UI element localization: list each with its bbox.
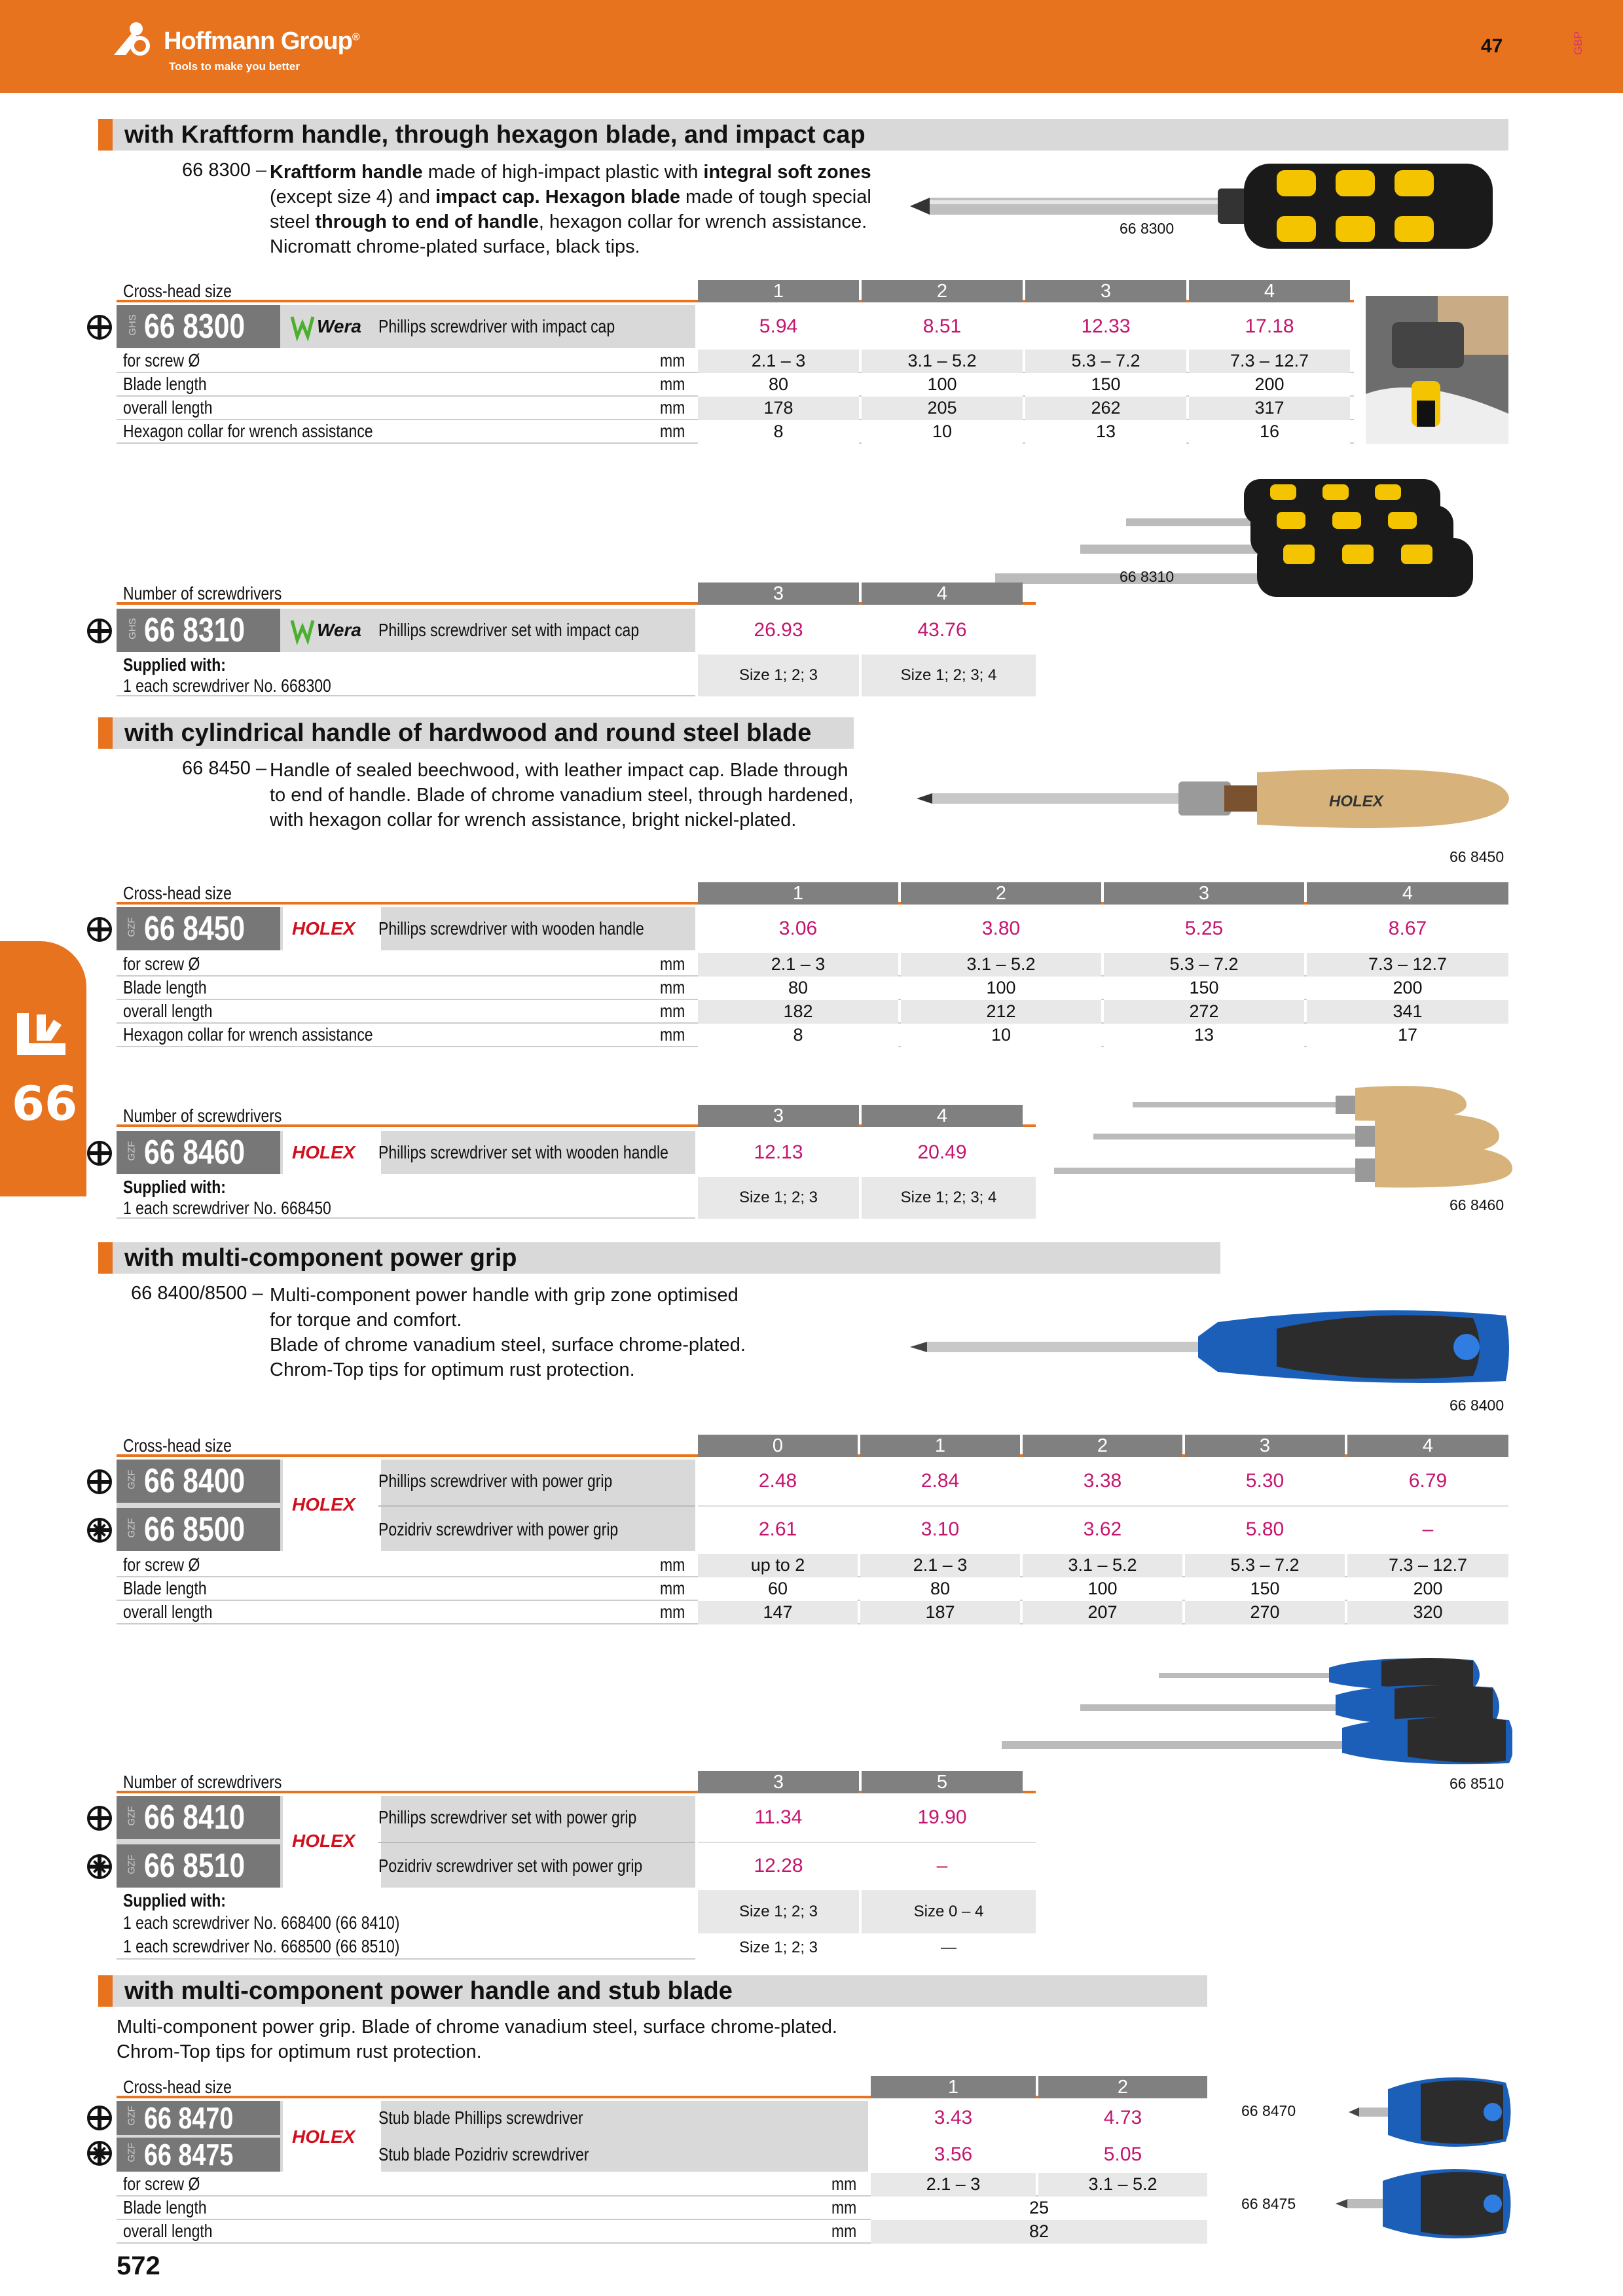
article-group — [117, 1460, 695, 1551]
spec-label: Hexagon collar for wrench assistance — [123, 1024, 373, 1045]
brand-logo-text: HOLEX — [292, 918, 356, 939]
column-header: 1 — [698, 882, 898, 905]
price: 3.06 — [778, 918, 818, 939]
brand-logo-text: HOLEX — [1329, 793, 1383, 810]
spec-label: Blade length — [123, 1578, 207, 1598]
spec-value: 8 — [698, 1024, 898, 1047]
power-grip-screwdriver-image — [910, 1302, 1512, 1388]
spec-value: 3.1 – 5.2 — [1038, 2173, 1207, 2197]
brand-logo-text: HOLEX — [292, 1494, 356, 1515]
stub-pozidriv-screwdriver-image — [1336, 2161, 1512, 2246]
spec-label: Blade length — [123, 2197, 207, 2217]
spec-unit: mm — [831, 2221, 857, 2241]
spec-label: Blade length — [123, 374, 207, 394]
section-description: Handle of sealed beechwood, with leather impact cap. Blade through to end of handle. Blade of chrome vanadium steel, through hardened, with hexagon collar for wrench assistance, bright nickel-plated. — [270, 760, 854, 831]
column-header: 3 — [698, 583, 859, 605]
price: 3.38 — [1083, 1470, 1122, 1492]
price: 2.84 — [921, 1470, 960, 1492]
spec-value: 150 — [1025, 373, 1186, 397]
column-header: 4 — [862, 583, 1023, 605]
table-header-label: Number of screwdrivers — [123, 1772, 282, 1792]
column-header: 3 — [698, 1771, 859, 1793]
supplied-with — [117, 1177, 695, 1219]
gzf-code: GZF — [126, 917, 137, 937]
price: – — [1422, 1518, 1434, 1540]
spec-unit: mm — [660, 397, 685, 418]
spec-value: 178 — [698, 397, 859, 420]
impact-cap-hammer-image — [1366, 296, 1508, 444]
brand-logo-text: HOLEX — [292, 1831, 356, 1851]
row-divider — [698, 1842, 1036, 1843]
gzf-code: GZF — [126, 1141, 137, 1161]
spec-label: overall length — [123, 1602, 213, 1622]
ghs-code: GHS — [126, 618, 138, 639]
supplied-title: Supplied with: — [123, 1890, 226, 1910]
spec-value: 13 — [1025, 420, 1186, 444]
spec-unit: mm — [660, 1554, 685, 1575]
spec-value: 10 — [862, 420, 1023, 444]
phillips-cross-icon — [86, 1140, 113, 1166]
spec-label: for screw Ø — [123, 1554, 200, 1575]
article-number: 66 8460 — [144, 1134, 246, 1172]
table-header-label: Cross-head size — [123, 2077, 232, 2097]
brand-logo-holex — [283, 907, 381, 950]
price: 5.30 — [1245, 1470, 1285, 1492]
hoffmann-logo-icon — [113, 20, 158, 56]
spec-value: 80 — [860, 1577, 1020, 1601]
phillips-cross-icon — [86, 1805, 113, 1831]
spec-row — [117, 1554, 1508, 1577]
row-divider — [378, 1842, 695, 1843]
spec-unit: mm — [660, 1602, 685, 1622]
image-caption: 66 8300 — [1120, 220, 1175, 237]
supplied-title: Supplied with: — [123, 655, 226, 675]
spec-value: 150 — [1104, 977, 1304, 1000]
column-header: 0 — [698, 1435, 858, 1457]
table-header-label: Number of screwdrivers — [123, 1105, 282, 1126]
product-name: Pozidriv screwdriver with power grip — [378, 1519, 619, 1539]
section-title: with Kraftform handle, through hexagon blade, and impact cap — [98, 119, 1508, 151]
table-header-row — [117, 1105, 1036, 1127]
price: 26.93 — [754, 619, 803, 641]
price: 5.05 — [1103, 2144, 1142, 2165]
set-contents: Size 0 – 4 — [862, 1890, 1036, 1933]
section-title: with multi-component power handle and stub blade — [98, 1975, 1207, 2007]
product-name: Phillips screwdriver with power grip — [378, 1471, 613, 1491]
spec-value: up to 2 — [698, 1554, 858, 1577]
brand-logo-wera — [288, 609, 386, 652]
spec-value: 3.1 – 5.2 — [1023, 1554, 1182, 1577]
price: 3.10 — [921, 1518, 960, 1540]
specs-table — [117, 350, 1354, 445]
spec-value: 80 — [698, 373, 859, 397]
article-group — [117, 1796, 695, 1888]
spec-value: 16 — [1189, 420, 1350, 444]
price: 2.48 — [758, 1470, 797, 1492]
set-contents: Size 1; 2; 3; 4 — [862, 1177, 1036, 1219]
article-number: 66 8450 — [144, 910, 246, 948]
spec-label: for screw Ø — [123, 350, 200, 370]
gzf-code: GZF — [126, 2106, 137, 2126]
table-header-row — [117, 280, 1354, 302]
spec-value: 212 — [901, 1000, 1101, 1024]
spec-value: 147 — [698, 1601, 858, 1624]
column-header: 2 — [901, 882, 1101, 905]
supplied-line: 1 each screwdriver No. 668400 (66 8410) — [123, 1912, 400, 1933]
spec-label: overall length — [123, 397, 213, 418]
spec-value: 200 — [1307, 977, 1508, 1000]
spec-value: 7.3 – 12.7 — [1347, 1554, 1508, 1577]
price: 4.73 — [1103, 2107, 1142, 2128]
section-description: Multi-component power grip. Blade of chrome vanadium steel, surface chrome-plated. Chrom-Top tips for optimum rust protection. — [117, 2017, 837, 2062]
price: 43.76 — [917, 619, 967, 641]
table-header-label: Cross-head size — [123, 1435, 232, 1456]
spec-value: 317 — [1189, 397, 1350, 420]
article-code: 66 8450 – — [182, 758, 267, 779]
spec-value: 100 — [862, 373, 1023, 397]
spec-value: 3.1 – 5.2 — [862, 350, 1023, 373]
spec-unit: mm — [831, 2197, 857, 2217]
column-header: 2 — [1038, 2076, 1207, 2098]
price: 8.67 — [1388, 918, 1427, 939]
article-group — [117, 2101, 868, 2172]
spec-unit: mm — [660, 1024, 685, 1045]
spec-unit: mm — [660, 350, 685, 370]
price: 5.25 — [1184, 918, 1224, 939]
column-header: 4 — [862, 1105, 1023, 1127]
brand-logo-holex — [283, 2101, 381, 2172]
spec-value: 341 — [1307, 1000, 1508, 1024]
spec-value: 2.1 – 3 — [698, 953, 898, 977]
spec-value: 200 — [1189, 373, 1350, 397]
spec-row — [117, 2197, 1207, 2220]
supplied-line: 1 each screwdriver No. 668450 — [123, 1198, 331, 1218]
specs-table — [117, 2173, 1207, 2245]
spec-label: Blade length — [123, 977, 207, 997]
spec-unit: mm — [660, 977, 685, 997]
spec-value: 262 — [1025, 397, 1186, 420]
article-number: 66 8470 — [144, 2101, 234, 2135]
phillips-cross-icon — [86, 618, 113, 644]
spec-value: 7.3 – 12.7 — [1307, 953, 1508, 977]
price: 17.18 — [1245, 315, 1294, 337]
article-number: 66 8310 — [144, 611, 246, 649]
column-header: 3 — [1104, 882, 1304, 905]
set-contents: Size 1; 2; 3 — [698, 1936, 859, 1960]
spec-value: 5.3 – 7.2 — [1025, 350, 1186, 373]
spec-unit: mm — [660, 421, 685, 441]
currency-label: GBP — [1571, 31, 1584, 55]
pozidriv-cross-icon — [86, 1854, 113, 1880]
brand-logo-holex — [283, 1131, 381, 1174]
price: 12.33 — [1081, 315, 1131, 337]
spec-unit: mm — [660, 1001, 685, 1021]
spec-row — [117, 2220, 1207, 2244]
product-name: Phillips screwdriver with impact cap — [378, 316, 615, 336]
supplied-line: 1 each screwdriver No. 668500 (66 8510) — [123, 1936, 400, 1956]
spec-unit: mm — [660, 1578, 685, 1598]
spec-value: 25 — [871, 2197, 1207, 2220]
spec-label: Hexagon collar for wrench assistance — [123, 421, 373, 441]
spec-row — [117, 397, 1354, 420]
price: 20.49 — [917, 1141, 967, 1163]
price: 19.90 — [917, 1806, 967, 1828]
gzf-code: GZF — [126, 1854, 137, 1874]
article-code: 66 8400/8500 – — [131, 1283, 263, 1304]
page-number: 47 — [1481, 35, 1503, 57]
table-header-label: Cross-head size — [123, 883, 232, 903]
spec-value: 2.1 – 3 — [871, 2173, 1036, 2197]
pozidriv-cross-icon — [86, 1517, 113, 1543]
product-name: Phillips screwdriver with wooden handle — [378, 918, 644, 939]
image-caption: 66 8460 — [1450, 1196, 1504, 1213]
spec-row — [117, 2173, 1207, 2197]
price: 3.43 — [934, 2107, 973, 2128]
article-number: 66 8400 — [144, 1462, 246, 1500]
spec-label: for screw Ø — [123, 954, 200, 974]
article-row — [117, 609, 695, 652]
gzf-code: GZF — [126, 2142, 137, 2162]
column-header: 1 — [871, 2076, 1036, 2098]
gzf-code: GZF — [126, 1806, 137, 1826]
article-code: 66 8300 – — [182, 160, 267, 181]
price: 8.51 — [922, 315, 962, 337]
gzf-code: GZF — [126, 1469, 137, 1490]
product-name: Pozidriv screwdriver set with power grip — [378, 1856, 643, 1876]
ghs-code: GHS — [126, 314, 138, 336]
row-divider — [698, 1505, 1508, 1507]
supplied-title: Supplied with: — [123, 1177, 226, 1197]
spec-unit: mm — [831, 2174, 857, 2194]
price: 2.61 — [758, 1518, 797, 1540]
spec-label: for screw Ø — [123, 2174, 200, 2194]
article-number: 66 8300 — [144, 308, 246, 346]
image-caption: 66 8400 — [1450, 1397, 1504, 1414]
image-caption: 66 8510 — [1450, 1775, 1504, 1792]
spec-value: 8 — [698, 420, 859, 444]
set-contents: Size 1; 2; 3; 4 — [862, 655, 1036, 696]
column-header: 2 — [862, 280, 1023, 302]
set-contents: Size 1; 2; 3 — [698, 1890, 859, 1933]
column-header: 3 — [698, 1105, 859, 1127]
section-description: Kraftform handle made of high-impact plastic with integral soft zones (except size 4) and impact cap. Hexagon blade made of tough special steel through to end of handle, hexagon collar for wrench assistance. Nicromatt chrome-plated surface, black tips. — [270, 162, 871, 257]
set-contents: Size 1; 2; 3 — [698, 655, 859, 696]
spec-value: 5.3 – 7.2 — [1185, 1554, 1345, 1577]
table-header-row — [117, 882, 1508, 905]
price: 3.62 — [1083, 1518, 1122, 1540]
price: 5.94 — [759, 315, 798, 337]
table-header-row — [117, 583, 1036, 605]
column-header: 4 — [1347, 1435, 1508, 1457]
brand-logo-text: HOLEX — [292, 2126, 356, 2147]
wera-screwdriver-image — [910, 157, 1499, 255]
spec-value: 13 — [1104, 1024, 1304, 1047]
table-header-row — [117, 1435, 1508, 1457]
column-header: 3 — [1185, 1435, 1345, 1457]
article-number: 66 8510 — [144, 1847, 246, 1885]
specs-table — [117, 953, 1508, 1049]
spec-row — [117, 1024, 1508, 1047]
gzf-code: GZF — [126, 1518, 137, 1538]
table-header-row — [117, 2076, 1207, 2098]
price: 3.56 — [934, 2144, 973, 2165]
article-number: 66 8410 — [144, 1799, 246, 1837]
table-header-row — [117, 1771, 1036, 1793]
spec-value: 3.1 – 5.2 — [901, 953, 1101, 977]
spec-row — [117, 1577, 1508, 1601]
article-number: 66 8500 — [144, 1511, 246, 1549]
spec-row — [117, 977, 1508, 1000]
price-row — [698, 305, 1354, 348]
product-name: Phillips screwdriver set with impact cap — [378, 620, 640, 640]
section-title: with cylindrical handle of hardwood and round steel blade — [98, 717, 854, 749]
phillips-cross-icon — [86, 1469, 113, 1495]
spec-value: 100 — [901, 977, 1101, 1000]
tools-icon — [14, 1007, 68, 1059]
brand-logo-text: HOLEX — [292, 1142, 356, 1162]
spec-value: 150 — [1185, 1577, 1345, 1601]
spec-value: 205 — [862, 397, 1023, 420]
spec-value: 7.3 – 12.7 — [1189, 350, 1350, 373]
article-row — [117, 907, 695, 950]
product-name: Phillips screwdriver set with wooden handle — [378, 1142, 668, 1162]
spec-value: 60 — [698, 1577, 858, 1601]
wera-set-image — [982, 473, 1506, 603]
section-description: Multi-component power handle with grip zone optimised for torque and comfort. Blade of chrome vanadium steel, surface chrome-plated. Chrom-Top tips for optimum rust protection. — [270, 1285, 746, 1380]
spec-value: 17 — [1307, 1024, 1508, 1047]
product-name: Stub blade Pozidriv screwdriver — [378, 2144, 589, 2164]
image-caption: 66 8475 — [1241, 2195, 1296, 2212]
table-header-label: Cross-head size — [123, 281, 232, 301]
set-contents: Size 1; 2; 3 — [698, 1177, 859, 1219]
specs-table — [117, 1554, 1508, 1626]
brand-logo-holex — [283, 1460, 381, 1551]
image-caption: 66 8470 — [1241, 2102, 1296, 2119]
column-header: 1 — [860, 1435, 1020, 1457]
price: 12.28 — [754, 1855, 803, 1876]
row-divider — [378, 1505, 695, 1507]
price: 3.80 — [981, 918, 1021, 939]
price: 6.79 — [1408, 1470, 1448, 1492]
spec-row — [117, 1000, 1508, 1024]
chapter-number: 66 — [12, 1076, 78, 1131]
article-row — [117, 305, 695, 348]
spec-row — [117, 420, 1354, 444]
article-row — [117, 1131, 695, 1174]
column-header: 5 — [862, 1771, 1023, 1793]
spec-row — [117, 1601, 1508, 1624]
column-header: 2 — [1023, 1435, 1182, 1457]
spec-value: 82 — [871, 2220, 1207, 2244]
brand-logo-text: Wera — [317, 316, 361, 336]
spec-value: 320 — [1347, 1601, 1508, 1624]
section-title: with multi-component power grip — [98, 1242, 1220, 1274]
spec-value: 182 — [698, 1000, 898, 1024]
brand-logo-holex — [283, 1796, 381, 1888]
power-grip-set-image — [1002, 1649, 1512, 1767]
column-header: 4 — [1189, 280, 1350, 302]
spec-value: 207 — [1023, 1601, 1182, 1624]
set-contents: — — [862, 1936, 1036, 1960]
spec-value: 272 — [1104, 1000, 1304, 1024]
phillips-cross-icon — [86, 314, 113, 340]
brand-tagline: Tools to make you better — [169, 60, 300, 73]
spec-row — [117, 350, 1354, 373]
spec-value: 187 — [860, 1601, 1020, 1624]
spec-value: 200 — [1347, 1577, 1508, 1601]
image-caption: 66 8450 — [1450, 848, 1504, 865]
brand-logo-text: Wera — [317, 620, 361, 640]
price: 5.80 — [1245, 1518, 1285, 1540]
wooden-screwdriver-image — [917, 759, 1512, 838]
column-header: 4 — [1307, 882, 1508, 905]
spec-value: 10 — [901, 1024, 1101, 1047]
phillips-cross-icon — [86, 2105, 113, 2131]
page-header — [0, 0, 1623, 93]
spec-unit: mm — [660, 954, 685, 974]
wooden-screwdriver-set-image — [1048, 1084, 1512, 1189]
price: 11.34 — [754, 1806, 803, 1828]
spec-value: 5.3 – 7.2 — [1104, 953, 1304, 977]
spec-row — [117, 373, 1354, 397]
price: – — [936, 1855, 948, 1876]
footer-page-number: 572 — [117, 2251, 160, 2280]
article-number: 66 8475 — [144, 2138, 234, 2172]
spec-value: 2.1 – 3 — [860, 1554, 1020, 1577]
column-header: 1 — [698, 280, 859, 302]
table-header-label: Number of screwdrivers — [123, 583, 282, 603]
price: 12.13 — [754, 1141, 803, 1163]
spec-label: overall length — [123, 2221, 213, 2241]
supplied-line: 1 each screwdriver No. 668300 — [123, 675, 331, 696]
supplied-with — [117, 655, 695, 696]
stub-phillips-screwdriver-image — [1349, 2070, 1512, 2155]
spec-value: 80 — [698, 977, 898, 1000]
column-header: 3 — [1025, 280, 1186, 302]
brand-name: Hoffmann Group® — [164, 27, 359, 55]
spec-value: 2.1 – 3 — [698, 350, 859, 373]
chapter-tab — [0, 941, 86, 1196]
supplied-with — [117, 1890, 695, 1960]
spec-unit: mm — [660, 374, 685, 394]
spec-value: 100 — [1023, 1577, 1182, 1601]
spec-row — [117, 953, 1508, 977]
product-name: Stub blade Phillips screwdriver — [378, 2108, 583, 2128]
phillips-cross-icon — [86, 916, 113, 942]
brand-logo-wera — [288, 305, 386, 348]
pozidriv-cross-icon — [86, 2140, 113, 2166]
spec-value: 270 — [1185, 1601, 1345, 1624]
product-name: Phillips screwdriver set with power grip — [378, 1807, 637, 1827]
spec-label: overall length — [123, 1001, 213, 1021]
image-caption: 66 8310 — [1120, 568, 1175, 585]
